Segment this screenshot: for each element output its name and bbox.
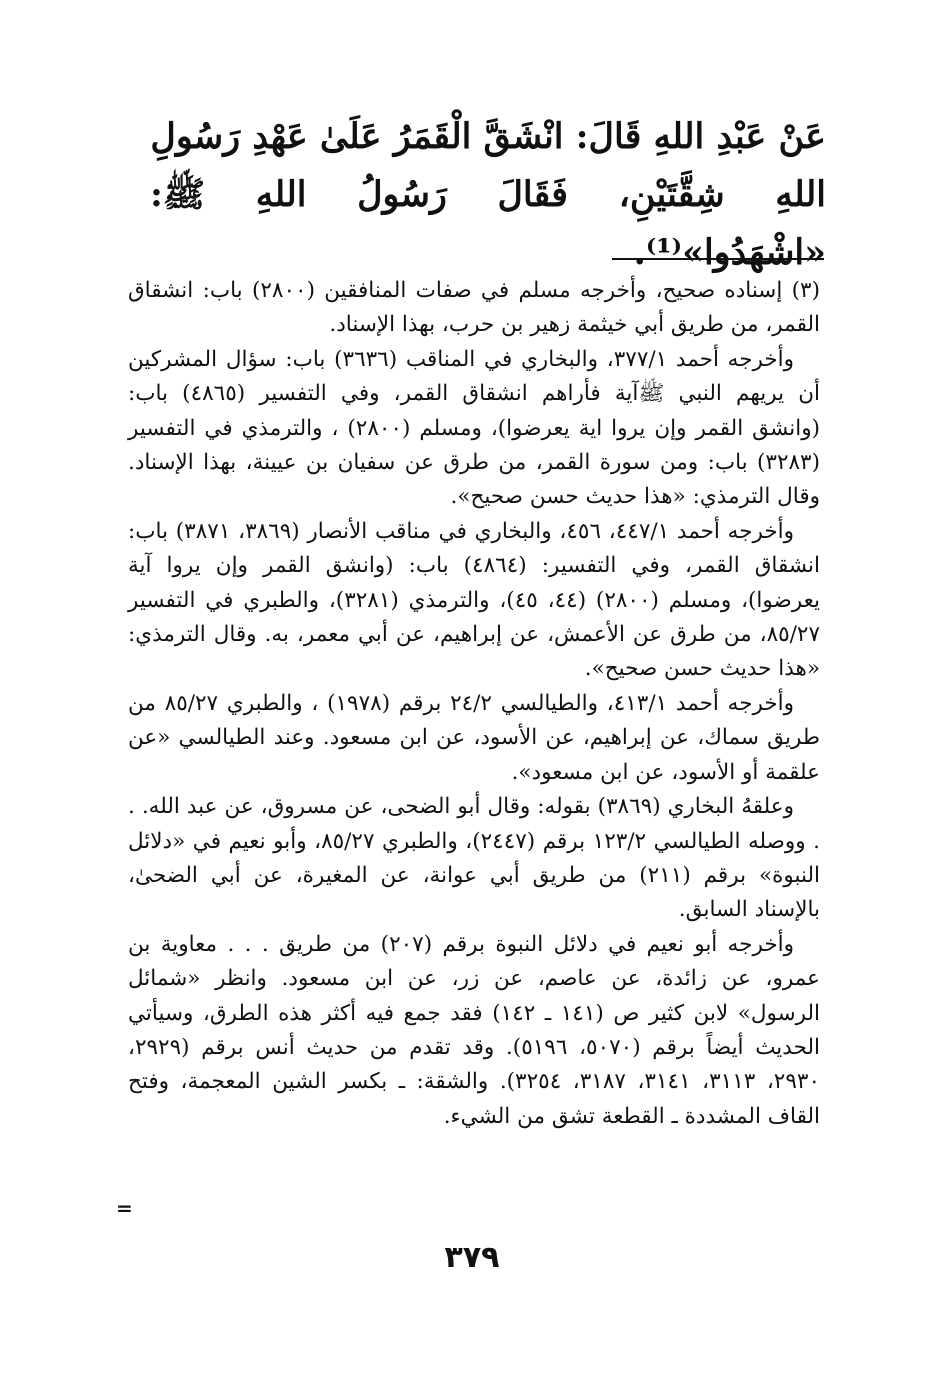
footnote-paragraph: وعلقهُ البخاري (٣٨٦٩) بقوله: وقال أبو الضحى، عن مسروق، عن عبد الله. . . ووصله الطيالسي ١٢٣/٢ برقم (٢٤٤٧)، والطبري ٨٥/٢٧، وأبو نعيم في «دلائل النبوة» برقم (٢١١) من طريق أبي عوانة، عن المغيرة، عن أبي الضحىٰ، بالإسناد السابق. <box>128 794 820 923</box>
footnote-paragraph: وأخرجه أحمد ٤١٣/١، والطيالسي ٢٤/٢ برقم (١٩٧٨) ، والطبري ٨٥/٢٧ من طريق سماك، عن إبراهيم، عن الأسود، عن ابن مسعود. وعند الطيالسي «عن علقمة أو الأسود، عن ابن مسعود». <box>128 690 820 785</box>
footnote-paragraph: (٣) إسناده صحيح، وأخرجه مسلم في صفات المنافقين (٢٨٠٠) باب: انشقاق القمر، من طريق أبي خيثمة زهير بن حرب، بهذا الإسناد. <box>128 278 820 338</box>
continuation-mark: = <box>116 1196 133 1220</box>
hadith-line-1: عَنْ عَبْدِ اللهِ قَالَ: انْشَقَّ الْقَمَرُ عَلَىٰ عَهْدِ رَسُولِ <box>150 116 826 157</box>
footnotes <box>128 274 820 1134</box>
hadith-line-2: اللهِ شِقَّتَيْنِ، فَقَالَ رَسُولُ اللهِ ﷺ: «اشْهَدُوا»⁽¹⁾. <box>150 174 826 273</box>
footnote-paragraph: وأخرجه أحمد ٤٤٧/١، ٤٥٦، والبخاري في مناقب الأنصار (٣٨٦٩، ٣٨٧١) باب: انشقاق القمر، وفي التفسير: (٤٨٦٤) باب: (وانشق القمر وإن يروا آية يعرضوا)، ومسلم (٢٨٠٠) (٤٤، ٤٥)، والترمذي (٣٢٨١)، والطبري في التفسير ٨٥/٢٧، من طرق عن الأعمش، عن إبراهيم، عن أبي معمر، به. وقال الترمذي: «هذا حديث حسن صحيح». <box>128 518 820 682</box>
footnote-paragraph: وأخرجه أحمد ٣٧٧/١، والبخاري في المناقب (٣٦٣٦) باب: سؤال المشركين أن يريهم النبي ﷺآية فأراهم انشقاق القمر، وفي التفسير (٤٨٦٥) باب: (وانشق القمر وإن يروا اية يعرضوا)، ومسلم (٢٨٠٠) ، والترمذي في التفسير (٣٢٨٣) باب: ومن سورة القمر، من طرق عن سفيان بن عيينة، بهذا الإسناد. وقال الترمذي: «هذا حديث حسن صحيح». <box>128 346 820 510</box>
page-number: ٣٧٩ <box>444 1240 500 1275</box>
footnote-separator <box>612 258 824 260</box>
hadith-text <box>150 108 826 282</box>
footnote-paragraph: وأخرجه أبو نعيم في دلائل النبوة برقم (٢٠٧) من طريق . . . معاوية بن عمرو، عن زائدة، عن عاصم، عن زر، عن ابن مسعود. وانظر «شمائل الرسول» لابن كثير ص (١٤١ ـ ١٤٢) فقد جمع فيه أكثر هذه الطرق، وسيأتي الحديث أيضاً برقم (٥٠٧٠، ٥١٩٦). وقد تقدم من حديث أنس برقم (٢٩٢٩، ٢٩٣٠، ٣١١٣، ٣١٤١، ٣١٨٧، ٣٢٥٤). والشقة: ـ بكسر الشين المعجمة، وفتح القاف المشددة ـ القطعة تشق من الشيء. <box>128 931 820 1129</box>
